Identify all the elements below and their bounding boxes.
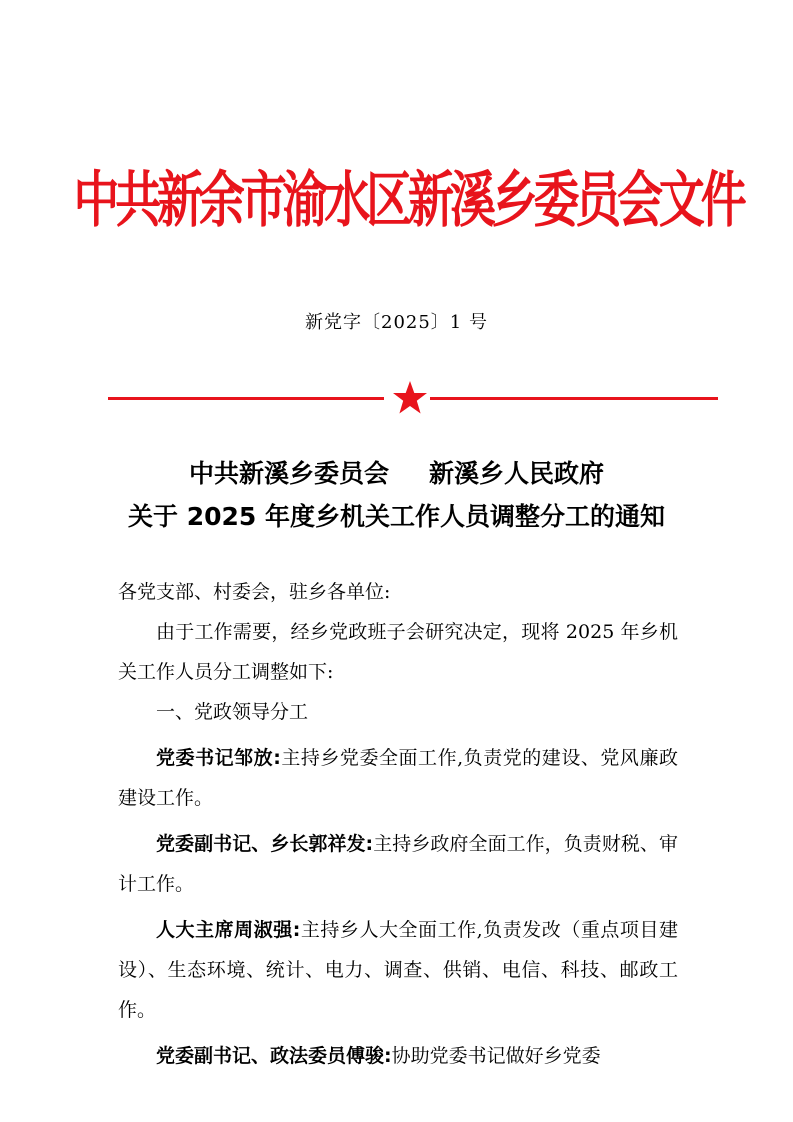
- red-divider: [108, 380, 718, 416]
- assignment-duties: 主持乡政府全面工作，负责财税、审计工作。: [118, 833, 678, 895]
- notice-title-subject: 关于 2025 年度乡机关工作人员调整分工的通知: [128, 502, 665, 531]
- assignment-role: 党委副书记、乡长郭祥发:: [156, 833, 374, 855]
- assignment-paragraph: [118, 1036, 678, 1076]
- assignment-paragraph: [118, 738, 678, 818]
- issuing-organization-title: 中共新余市渝水区新溪乡委员会文件: [73, 164, 743, 236]
- assignment-duties: 主持乡党委全面工作,负责党的建设、党风廉政建设工作。: [118, 747, 678, 809]
- notice-issuer-government: 新溪乡人民政府: [429, 459, 605, 488]
- star-icon: [392, 380, 428, 416]
- assignment-duties: 主持乡人大全面工作,负责发改（重点项目建设）、生态环境、统计、电力、调查、供销、电信、科技、邮政工作。: [118, 919, 678, 1021]
- assignment-paragraph: [118, 824, 678, 904]
- assignment-paragraph: [118, 910, 678, 1030]
- assignment-role: 党委书记邹放:: [156, 747, 281, 769]
- notice-issuer-party: 中共新溪乡委员会: [188, 459, 389, 488]
- assignment-role: 人大主席周淑强:: [156, 919, 301, 941]
- intro-paragraph: 由于工作需要，经乡党政班子会研究决定，现将 2025 年乡机关工作人员分工调整如下:: [118, 621, 678, 683]
- divider-line-left: [108, 397, 384, 400]
- assignment-duties: 协助党委书记做好乡党委: [391, 1045, 601, 1067]
- notice-title-issuers: [0, 454, 793, 490]
- assignment-role: 党委副书记、政法委员傅骏:: [156, 1045, 392, 1067]
- document-header: [0, 160, 793, 240]
- document-number: 新党字〔2025〕1 号: [305, 312, 488, 333]
- divider-line-right: [430, 397, 718, 400]
- section-heading: 一、党政领导分工: [156, 701, 309, 723]
- document-body: [118, 572, 678, 1076]
- salutation: 各党支部、村委会，驻乡各单位:: [118, 581, 391, 603]
